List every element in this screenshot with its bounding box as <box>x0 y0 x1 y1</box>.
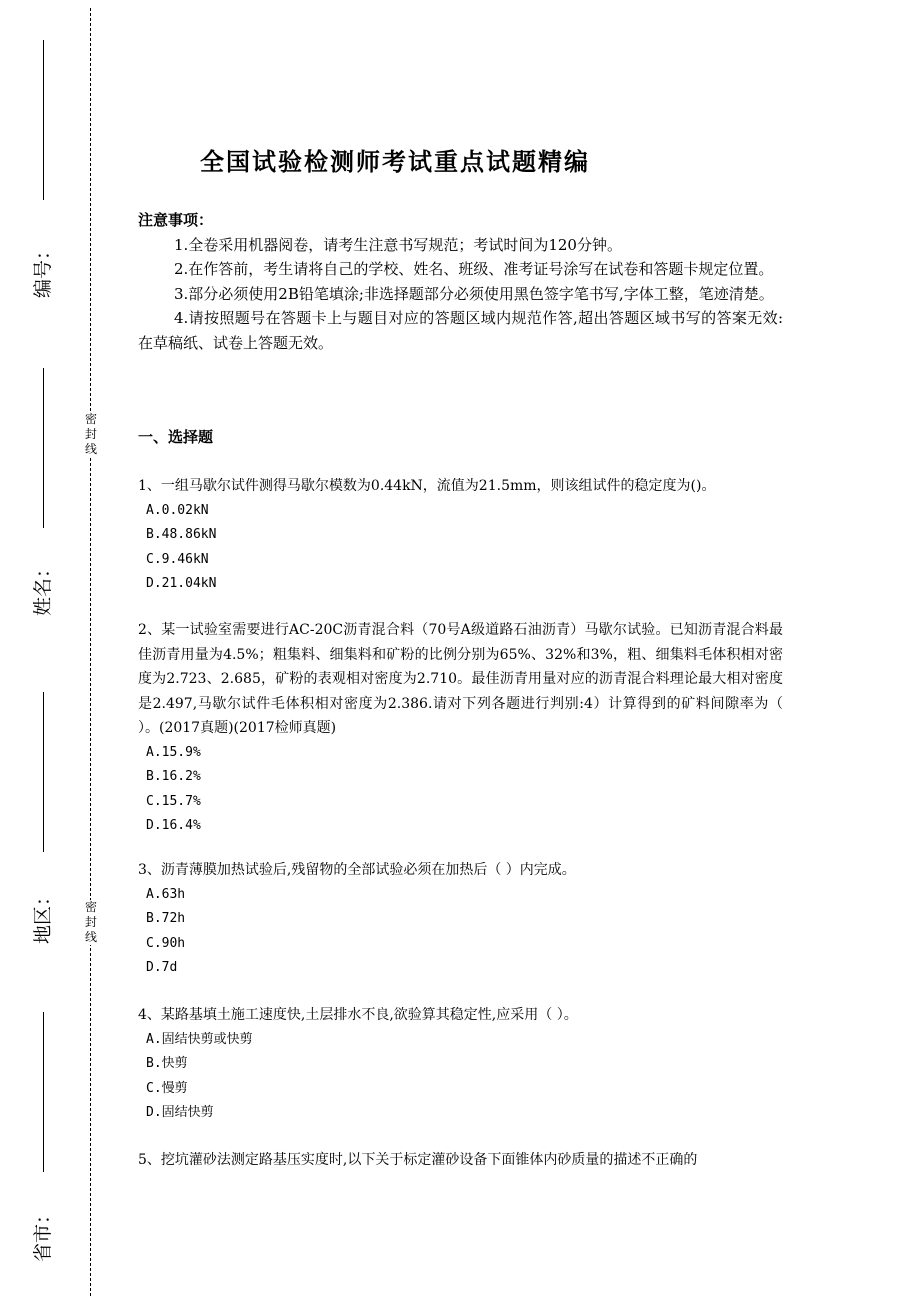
question-1 <box>138 474 783 597</box>
question-option[interactable]: C.15.7% <box>146 793 201 809</box>
section-heading: 一、选择题 <box>138 428 214 446</box>
question-stem: 1、一组马歇尔试件测得马歇尔模数为0.44kN，流值为21.5mm，则该组试件的稳定度为()。 <box>138 478 716 494</box>
question-stem: 5、挖坑灌砂法测定路基压实度时,以下关于标定灌砂设备下面锥体内砂质量的描述不正确的 <box>138 1152 698 1168</box>
question-option[interactable]: A.15.9% <box>146 744 201 760</box>
seal-char: 线 <box>84 442 97 456</box>
seal-label-upper <box>82 412 100 457</box>
question-option[interactable]: C.慢剪 <box>146 1080 188 1096</box>
notice-item: 1.全卷采用机器阅卷，请考生注意书写规范；考试时间为120分钟。 <box>174 235 622 254</box>
field-name[interactable] <box>12 368 62 618</box>
seal-dashed-line <box>90 8 91 1296</box>
field-name-label: 姓名： <box>32 558 54 616</box>
notice-heading: 注意事项： <box>138 211 214 229</box>
question-option[interactable]: D.固结快剪 <box>146 1105 214 1120</box>
question-option[interactable]: A.固结快剪或快剪 <box>146 1031 253 1047</box>
question-stem: 3、沥青薄膜加热试验后,残留物的全部试验必须在加热后（ ）内完成。 <box>138 862 576 878</box>
question-option[interactable]: D.21.04kN <box>146 576 217 591</box>
notice-item: 2.在作答前，考生请将自己的学校、姓名、班级、准考证号涂写在试卷和答题卡规定位置。 <box>174 260 774 278</box>
question-stem: 2、某一试验室需要进行AC-20C沥青混合料（70号A级道路石油沥青）马歇尔试验。已知沥青混合料最佳沥青用量为4.5%；粗集料、细集料和矿粉的比例分别为65%、32%和3%，粗、细集料毛体积相对密度为2.723、2.685，矿粉的表观相对密度为2.710。最佳沥青用量对应的沥青混合料理论最大相对密度是2.497,马歇尔试件毛体积相对密度为2.386.请对下列各题进行判别:4）计算得到的矿料间隙率为（ ）。(2017真题)(2017检师真题) <box>138 622 783 736</box>
field-number[interactable] <box>12 40 62 300</box>
notice-item: 4.请按照题号在答题卡上与题目对应的答题区域内规范作答,超出答题区域书写的答案无效:在草稿纸、试卷上答题无效。 <box>138 309 783 352</box>
question-option[interactable]: B.快剪 <box>146 1056 188 1071</box>
seal-char: 密 <box>84 412 97 426</box>
notice-item: 3.部分必须使用2B铅笔填涂;非选择题部分必须使用黑色签字笔书写,字体工整，笔迹清楚。 <box>174 284 774 303</box>
question-3 <box>138 858 783 981</box>
question-2 <box>138 618 783 839</box>
question-stem: 4、某路基填土施工速度快,土层排水不良,欲验算其稳定性,应采用（ ）。 <box>138 1007 578 1023</box>
question-option[interactable]: A.0.02kN <box>146 502 209 518</box>
question-5 <box>138 1148 783 1173</box>
seal-char: 密 <box>84 900 97 914</box>
question-4 <box>138 1003 783 1126</box>
question-option[interactable]: B.48.86kN <box>146 527 217 542</box>
question-option[interactable]: D.16.4% <box>146 818 201 833</box>
field-number-line[interactable] <box>43 40 44 200</box>
question-option[interactable]: C.9.46kN <box>146 551 209 567</box>
question-option[interactable]: B.72h <box>146 911 186 926</box>
field-region-line[interactable] <box>43 692 44 852</box>
field-province[interactable] <box>12 1012 62 1262</box>
field-region[interactable] <box>12 692 62 947</box>
question-option[interactable]: D.7d <box>146 960 178 975</box>
field-number-label: 编号： <box>32 240 54 298</box>
question-option[interactable]: B.16.2% <box>146 769 201 784</box>
page-title: 全国试验检测师考试重点试题精编 <box>200 148 590 176</box>
field-province-line[interactable] <box>43 1012 44 1172</box>
seal-label-lower <box>82 900 100 945</box>
notice-block <box>138 208 783 355</box>
binding-margin <box>0 0 110 1302</box>
field-name-line[interactable] <box>43 368 44 528</box>
seal-char: 封 <box>84 427 97 441</box>
field-region-label: 地区： <box>32 886 54 944</box>
seal-char: 线 <box>84 930 97 944</box>
seal-char: 封 <box>84 915 97 929</box>
field-province-label: 省市： <box>32 1204 54 1262</box>
question-option[interactable]: A.63h <box>146 886 186 902</box>
question-option[interactable]: C.90h <box>146 935 186 951</box>
